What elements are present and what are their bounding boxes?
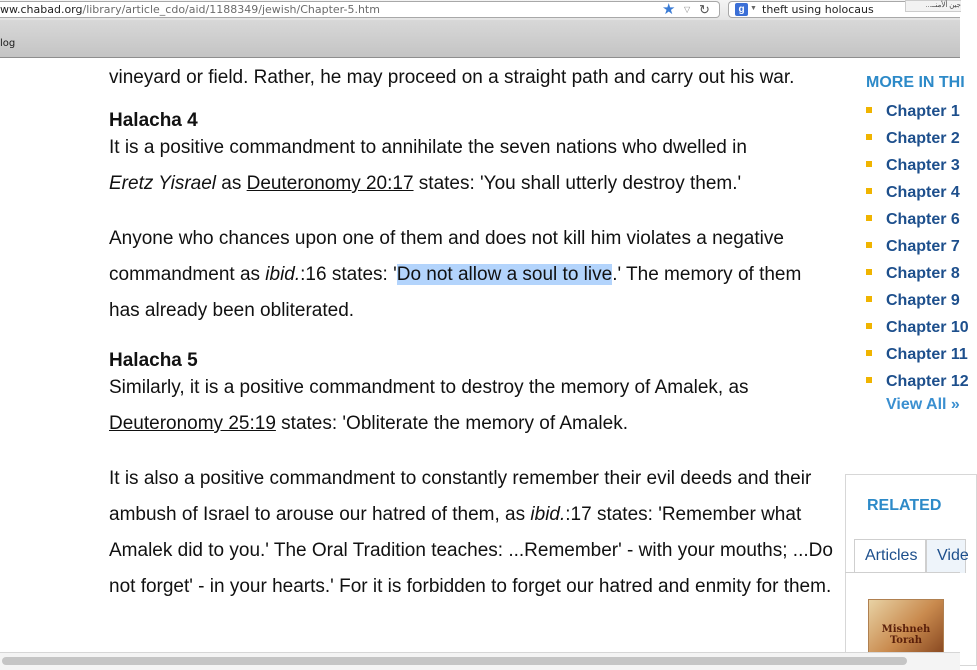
reload-icon[interactable]: ↻ [699,2,710,17]
bullet-icon [866,107,872,113]
chapter-label: Chapter 6 [886,211,960,228]
url-path: /library/article_cdo/aid/1188349/jewish/Chapter-5.htm [82,3,380,16]
scripture-link[interactable]: Deuteronomy 25:19 [109,413,276,434]
halacha-4-heading: Halacha 4 [109,110,198,131]
related-heading: RELATED [867,497,942,514]
chapter-list [866,98,969,395]
halacha-4-paragraph-1 [109,130,834,202]
more-in-this-heading: MORE IN THI [866,74,965,91]
url-dropdown-icon[interactable]: ▽ [684,5,691,14]
text-segment: Anyone who chances upon one of them and does not kill him violates a negative commandment as [109,228,784,285]
chapter-label: Chapter 9 [886,292,960,309]
chapter-link[interactable] [866,368,969,395]
chapter-link[interactable] [866,341,969,368]
bookmarks-bar [0,20,960,58]
chapter-link[interactable] [866,206,969,233]
bullet-icon [866,269,872,275]
bullet-icon [866,296,872,302]
chapter-label: Chapter 8 [886,265,960,282]
chapter-link[interactable] [866,314,969,341]
selected-text[interactable]: Do not allow a soul to live [396,264,613,285]
text-segment: :17 states: 'Remember what Amalek did to you.' The Oral Tradition teaches: ...Remember' - with your mouths; ...Do not forget' - in your hearts.' For it is forbidden to forget our hatred and enmity for them. [109,504,833,597]
chapter-link[interactable] [866,287,969,314]
text-segment: It is a positive commandment to annihilate the seven nations who dwelled in [109,137,747,158]
text-segment: states: 'You shall utterly destroy them.' [413,173,742,194]
url-text [0,3,380,17]
halacha-5-heading: Halacha 5 [109,350,198,371]
bullet-icon [866,188,872,194]
chapter-label: Chapter 10 [886,319,969,336]
text-segment: :16 states: ' [300,264,397,285]
chapter-label: Chapter 3 [886,157,960,174]
view-all-link[interactable]: View All » [886,396,960,413]
bookmark-item[interactable]: log [0,38,16,49]
italic-term: ibid. [530,504,566,525]
bullet-icon [866,323,872,329]
chapter-label: Chapter 7 [886,238,960,255]
bullet-icon [866,161,872,167]
search-engine-caret-icon[interactable]: ▼ [750,5,757,12]
tooltip: ...جين ألأمنــ [905,0,961,12]
bullet-icon [866,377,872,383]
chapter-link[interactable] [866,125,969,152]
chapter-link[interactable] [866,260,969,287]
chapter-label: Chapter 4 [886,184,960,201]
chapter-label: Chapter 1 [886,103,960,120]
scrollbar-thumb[interactable] [2,657,907,665]
text-segment: states: 'Obliterate the memory of Amalek. [275,413,628,434]
related-thumbnail[interactable] [868,599,944,653]
search-query: theft using holocaus [762,3,874,16]
tab-video[interactable]: Vide [926,539,966,573]
italic-term: ibid. [265,264,301,285]
scripture-link[interactable]: Deuteronomy 20:17 [246,173,414,194]
tab-articles[interactable]: Articles [854,539,926,573]
halacha-4-paragraph-2 [109,221,834,329]
bullet-icon [866,350,872,356]
text-segment: Similarly, it is a positive commandment to destroy the memory of Amalek, as [109,377,749,398]
text-segment: as [216,173,247,194]
article-body [109,58,834,605]
thumbnail-logo-text: Mishneh Torah [881,624,931,646]
bookmark-star-icon[interactable]: ★ [662,1,676,18]
halacha-5-paragraph-1 [109,370,834,442]
text-segment: It is also a positive commandment to constantly remember their evil deeds and their ambush of Israel to arouse our hatred of them, as [109,468,812,525]
google-search-icon[interactable]: g [735,3,748,16]
tab-divider [845,572,960,573]
chapter-link[interactable] [866,233,969,260]
url-host: ww.chabad.org [0,3,83,16]
chapter-link[interactable] [866,98,969,125]
italic-term: Eretz Yisrael [109,173,217,194]
bullet-icon [866,134,872,140]
chapter-label: Chapter 2 [886,130,960,147]
halacha-5-paragraph-2 [109,461,834,605]
horizontal-scrollbar[interactable] [0,652,960,670]
chapter-label: Chapter 11 [886,346,968,363]
chapter-link[interactable] [866,152,969,179]
browser-toolbar [0,0,960,21]
chapter-link[interactable] [866,179,969,206]
address-bar[interactable] [0,1,720,18]
bullet-icon [866,215,872,221]
chapter-label: Chapter 12 [886,373,969,390]
bullet-icon [866,242,872,248]
text-segment: .' The memory of them has already been obliterated. [109,264,802,321]
paragraph-continuation: vineyard or field. Rather, he may proceed on a straight path and carry out his war. [109,67,795,88]
